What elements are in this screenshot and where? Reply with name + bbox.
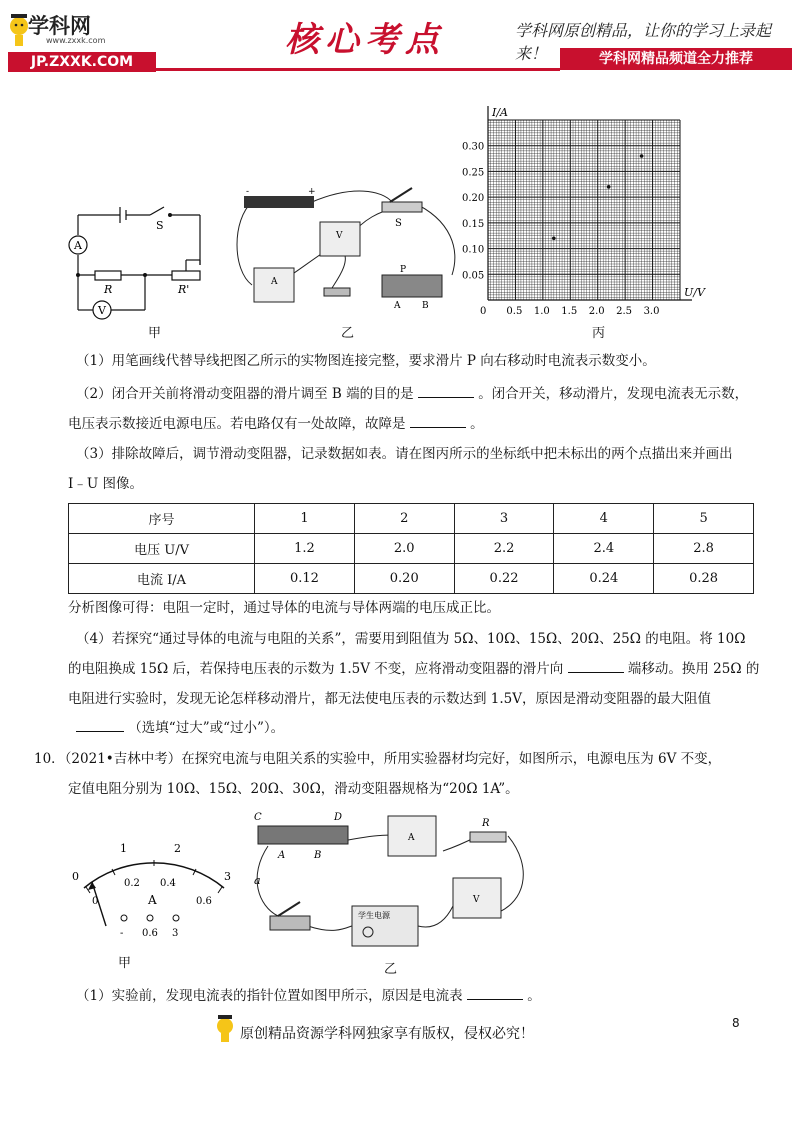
dial-top-2: 2 xyxy=(174,842,181,855)
footer-copyright: 原创精品资源学科网独家享有版权，侵权必究！ xyxy=(240,1026,534,1042)
dial-bottom-1: 0.2 xyxy=(124,878,140,889)
dial-bottom-0: 0 xyxy=(92,896,99,907)
page-title: 核心考点 xyxy=(285,20,445,60)
data-table xyxy=(68,503,754,594)
end-a-label: A xyxy=(394,301,401,311)
rheo-a-label: A xyxy=(278,850,286,861)
footer-mascot-icon xyxy=(214,1013,236,1043)
rheo-d-label: D xyxy=(334,812,343,823)
q9-part4-b: 的电阻换成 15Ω 后，若保持电压表的示数为 1.5V 不变，应将滑动变阻器的滑片向 xyxy=(68,661,564,677)
real-circuit-yi xyxy=(232,180,464,320)
data-point xyxy=(640,154,644,158)
terminal-3: 3 xyxy=(172,928,179,939)
y-tick-label: 0.10 xyxy=(462,244,485,256)
table-row: 序号 1 2 3 4 5 xyxy=(69,504,754,534)
q10-ammeter-label: A xyxy=(408,833,415,843)
mascot-icon xyxy=(8,10,30,48)
q10-line2: 定值电阻分别为 10Ω、15Ω、20Ω、30Ω，滑动变阻器规格为“20Ω 1A”。 xyxy=(68,781,519,797)
header xyxy=(0,0,800,80)
y-tick-label: 0.30 xyxy=(462,141,485,153)
real-ammeter-label: A xyxy=(271,277,278,287)
dial-bottom-2: 0.4 xyxy=(160,878,176,889)
x-tick-label: 0.5 xyxy=(506,306,523,317)
answer-blank-3[interactable] xyxy=(568,672,624,673)
answer-blank-5[interactable] xyxy=(467,999,523,1000)
slider-label: P xyxy=(400,265,407,275)
q9-part2-c: 电压表示数接近电源电压。若电路仅有一处故障，故障是 xyxy=(68,416,406,432)
q9-analysis: 分析图像可得：电阻一定时，通过导体的电流与导体两端的电压成正比。 xyxy=(68,600,500,616)
x-tick-label: 1.5 xyxy=(561,306,578,317)
q9-part4-e: （选填“过大”或“过小”）。 xyxy=(128,720,285,736)
q9-part3-a: （3）排除故障后，调节滑动变阻器，记录数据如表。请在图丙所示的坐标纸中把未标出的两个点描出来并画出 xyxy=(76,446,733,462)
y-tick-label: 0.25 xyxy=(462,167,485,179)
real-circuit-yi-2 xyxy=(248,806,538,956)
x-tick-label: 2.5 xyxy=(616,306,633,317)
page-number: 8 xyxy=(732,1016,740,1030)
q9-part2-a: （2）闭合开关前将滑动变阻器的滑片调至 B 端的目的是 xyxy=(76,386,414,402)
logo-text: 学科网 xyxy=(28,14,91,38)
q9-part2-line1 xyxy=(76,384,748,404)
x-axis-label: U/V xyxy=(684,286,705,299)
ammeter-dial xyxy=(64,838,244,938)
resistor-r-label: R xyxy=(482,818,490,829)
q9-part1: （1）用笔画线代替导线把图乙所示的实物图连接完整，要求滑片 P 向右移动时电流表示数变小。 xyxy=(76,353,656,369)
q10-voltmeter-label: V xyxy=(473,895,480,905)
wire-a-label: a xyxy=(254,874,261,887)
q9-part4-d: 电阻进行实验时，发现无论怎样移动滑片，都无法使电压表的示数达到 1.5V，原因是滑动变阻器的最大阻值 xyxy=(68,691,712,707)
q9-part4-line4 xyxy=(76,718,284,738)
rheo-c-label: C xyxy=(254,812,262,823)
real-voltmeter-label: V xyxy=(336,231,343,241)
q10-part1-a: （1）实验前，发现电流表的指针位置如图甲所示，原因是电流表 xyxy=(76,988,463,1004)
voltmeter-label: V xyxy=(98,304,106,317)
y-tick-label: 0.20 xyxy=(462,193,485,205)
data-point xyxy=(607,185,611,189)
q9-part2-d: 。 xyxy=(470,416,484,432)
header-banner: 学科网精品频道全力推荐 xyxy=(560,48,792,70)
x-tick-label: 3.0 xyxy=(643,306,660,317)
iu-chart xyxy=(460,90,705,317)
q10-line1: 10．（2021•吉林中考）在探究电流与电阻关系的实验中，所用实验器材均完好，如图所示，电源电压为 6V 不变， xyxy=(34,751,722,767)
dial-top-1: 1 xyxy=(120,842,127,855)
terminal-06: 0.6 xyxy=(142,928,158,939)
circuit-diagram-jia xyxy=(60,195,220,335)
switch-label: S xyxy=(156,219,164,232)
dial-top-0: 0 xyxy=(72,870,79,883)
caption-yi: 乙 xyxy=(341,326,355,341)
q9-part4-c: 端移动。换用 25Ω 的 xyxy=(627,661,760,677)
terminal-neg: - xyxy=(120,928,124,939)
real-switch-label: S xyxy=(395,218,402,229)
header-divider xyxy=(150,68,560,71)
q9-part2-line2 xyxy=(68,414,484,434)
rheostat-label: R' xyxy=(178,283,190,296)
dial-bottom-3: 0.6 xyxy=(196,896,212,907)
y-tick-label: 0.05 xyxy=(462,270,485,282)
header-slogan: 学科网原创精品，让你的学习上录起来！ xyxy=(515,21,772,63)
q10-part1-b: 。 xyxy=(527,988,541,1004)
table-row: 电压 U/V 1.2 2.0 2.2 2.4 2.8 xyxy=(69,534,754,564)
answer-blank-4[interactable] xyxy=(76,731,124,732)
caption-bing: 丙 xyxy=(592,326,606,341)
logo-sub: www.zxxk.com xyxy=(46,36,106,45)
table-row: 电流 I/A 0.12 0.20 0.22 0.24 0.28 xyxy=(69,564,754,594)
logo-url: JP.ZXXK.COM xyxy=(8,52,156,72)
rheo-b-label: B xyxy=(314,850,322,861)
dial-unit: A xyxy=(148,893,157,907)
y-axis-label: I/A xyxy=(492,106,508,119)
caption-jia: 甲 xyxy=(148,326,162,341)
answer-blank-1[interactable] xyxy=(418,397,474,398)
power-supply-label: 学生电源 xyxy=(358,911,390,920)
q9-part2-b: 。闭合开关，移动滑片，发现电流表无示数， xyxy=(478,386,749,402)
caption-jia-2: 甲 xyxy=(118,956,132,971)
q10-part1 xyxy=(76,986,541,1006)
x-tick-label: 0 xyxy=(480,306,487,317)
x-tick-label: 1.0 xyxy=(533,306,550,317)
q9-part4-line2 xyxy=(68,659,759,679)
battery-minus: - xyxy=(246,187,250,197)
resistor-label: R xyxy=(104,283,113,296)
end-b-label: B xyxy=(422,301,429,311)
y-tick-label: 0.15 xyxy=(462,218,485,230)
data-point xyxy=(552,236,556,240)
x-tick-label: 2.0 xyxy=(588,306,605,317)
battery-plus: + xyxy=(308,187,316,197)
q9-part4-a: （4）若探究“通过导体的电流与电阻的关系”，需要用到阻值为 5Ω、10Ω、15Ω、20Ω、25Ω 的电阻。将 10Ω xyxy=(76,631,746,647)
caption-yi-2: 乙 xyxy=(384,962,398,977)
ammeter-label: A xyxy=(74,239,82,252)
answer-blank-2[interactable] xyxy=(410,427,466,428)
q9-part3-b: I﹣U 图像。 xyxy=(68,476,144,492)
dial-top-3: 3 xyxy=(224,870,231,883)
